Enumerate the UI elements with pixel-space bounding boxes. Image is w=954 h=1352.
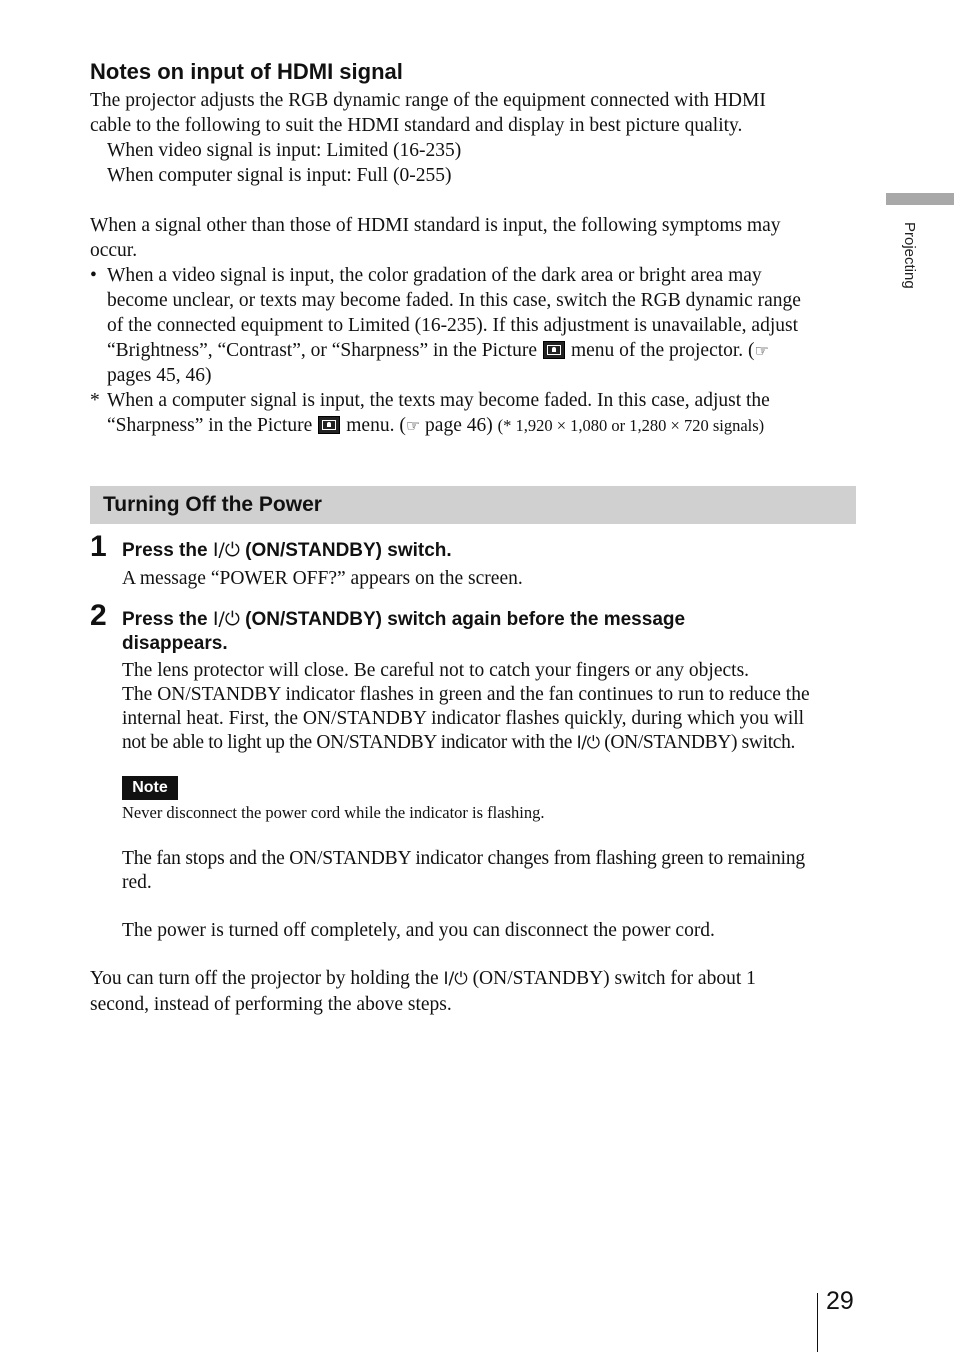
body-line: second, instead of performing the above steps. [90,994,452,1015]
intro-line: The projector adjusts the RGB dynamic range of the equipment connected with HDMI [90,90,766,111]
side-tab-bar [886,193,954,205]
picture-menu-icon [543,341,565,359]
power-icon: I/⏻ [576,733,600,753]
step-title-text: (ON/STANDBY) switch again before the message [239,609,686,630]
video-signal-line: When video signal is input: Limited (16-235) [107,140,462,161]
step-1-title [122,538,452,563]
side-tab-label: Projecting [901,222,918,289]
page-number-divider [817,1293,818,1352]
bullet-text: page 46) [425,415,493,436]
bullet-text: “Brightness”, “Contrast”, or “Sharpness” in the Picture [107,340,537,361]
step-title-text: (ON/STANDBY) switch. [239,540,452,561]
body-text: (ON/STANDBY) switch for about 1 [472,968,756,989]
power-icon: I/⏻ [212,608,240,630]
bullet-line: When a video signal is input, the color gradation of the dark area or bright area may [107,265,762,286]
intro-line: cable to the following to suit the HDMI standard and display in best picture quality. [90,115,743,136]
step-title-line [122,607,862,632]
final-paragraph [90,966,880,1017]
bullet-line: of the connected equipment to Limited (16-235). If this adjustment is unavailable, adjust [107,315,798,336]
step-number: 1 [90,530,107,563]
step-1-body: A message “POWER OFF?” appears on the screen. [122,568,523,589]
bullet-text: “Sharpness” in the Picture [107,415,313,436]
signals-footnote: (* 1,920 × 1,080 or 1,280 × 720 signals) [497,416,765,435]
hdmi-symptoms [90,213,880,263]
body-line: The fan stops and the ON/STANDBY indicator changes from flashing green to remaining [122,848,805,869]
hdmi-intro [90,88,870,188]
body-line [90,966,880,992]
fan-stops-text [122,847,882,895]
section-title: Turning Off the Power [103,493,322,516]
power-icon: I/⏻ [212,539,240,561]
power-off-complete-text: The power is turned off completely, and you can disconnect the power cord. [122,920,715,941]
symptoms-line: occur. [90,240,138,261]
step-2-body [122,659,882,755]
body-line: red. [122,872,152,893]
body-line: The ON/STANDBY indicator flashes in green and the fan continues to run to reduce the [122,684,810,705]
computer-signal-line: When computer signal is input: Full (0-255) [107,165,452,186]
page-number: 29 [826,1287,854,1315]
note-text: Never disconnect the power cord while the indicator is flashing. [122,803,545,822]
picture-menu-icon [318,416,340,434]
bullet-text: menu. ( [346,415,406,436]
bullet-text: menu of the projector. ( [570,340,755,361]
bullet-mark: • [90,265,97,286]
bullet-line: pages 45, 46) [107,365,212,386]
bullet-computer [90,388,890,438]
note-label: Note [122,776,178,800]
body-text: You can turn off the projector by holding the [90,968,439,989]
step-title-text: Press the [122,540,213,561]
bullet-line: become unclear, or texts may become faded. In this case, switch the RGB dynamic range [107,290,801,311]
body-line: The lens protector will close. Be careful not to catch your fingers or any objects. [122,660,750,681]
step-number: 2 [90,599,107,632]
body-text: (ON/STANDBY) switch. [604,732,795,753]
reference-icon: ☞ [405,416,421,435]
body-line [122,731,882,755]
bullet-line [107,338,880,363]
reference-icon: ☞ [754,341,769,360]
asterisk-mark: * [90,390,100,411]
body-text: not be able to light up the ON/STANDBY indicator with the [122,732,573,753]
power-icon: I/⏻ [443,969,468,989]
bullet-line: When a computer signal is input, the texts may become faded. In this case, adjust the [107,390,770,411]
step-title-line: disappears. [122,633,228,654]
hdmi-heading: Notes on input of HDMI signal [90,59,403,84]
step-2-title [122,607,862,656]
body-line: internal heat. First, the ON/STANDBY indicator flashes quickly, during which you will [122,708,805,729]
symptoms-line: When a signal other than those of HDMI standard is input, the following symptoms may [90,215,781,236]
step-title-text: Press the [122,609,213,630]
bullet-video [90,263,880,388]
bullet-line [107,413,890,438]
